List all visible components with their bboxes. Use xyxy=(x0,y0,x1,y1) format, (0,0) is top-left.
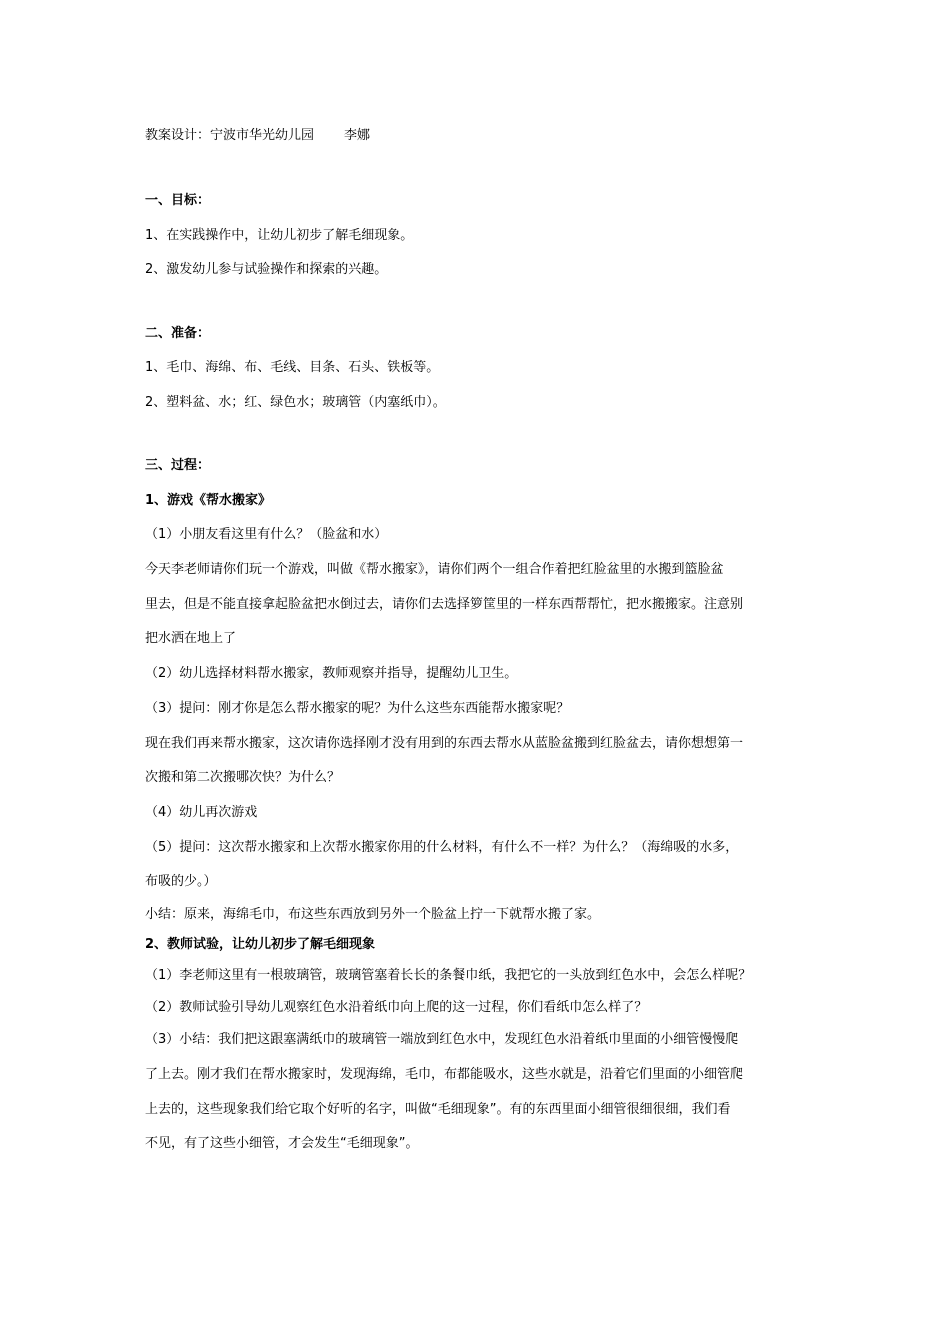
goal-item: 2、激发幼儿参与试验操作和探索的兴趣。 xyxy=(145,262,388,277)
part1-line: 现在我们再来帮水搬家，这次请你选择刚才没有用到的东西去帮水从蓝脸盆搬到红脸盆去，请你想想第一 xyxy=(145,736,744,751)
part1-title: 1、游戏《帮水搬家》 xyxy=(145,493,272,508)
part1-line: （5）提问：这次帮水搬家和上次帮水搬家你用的什么材料，有什么不一样？为什么？（海绵吸的水多， xyxy=(145,840,739,855)
preparation-heading: 二、准备： xyxy=(145,326,211,341)
part2-line: （2）教师试验引导幼儿观察红色水沿着纸巾向上爬的这一过程，你们看纸巾怎么样了？ xyxy=(145,1000,648,1015)
part1-line: 次搬和第二次搬哪次快？为什么？ xyxy=(145,770,341,785)
part1-line: 今天李老师请你们玩一个游戏，叫做《帮水搬家》，请你们两个一组合作着把红脸盆里的水搬到篮脸盆 xyxy=(145,562,724,577)
part2-line: （3）小结：我们把这跟塞满纸巾的玻璃管一端放到红色水中，发现红色水沿着纸巾里面的小细管慢慢爬 xyxy=(145,1032,739,1047)
part1-line: 里去，但是不能直接拿起脸盆把水倒过去，请你们去选择箩筐里的一样东西帮帮忙，把水搬搬家。注意别 xyxy=(145,597,744,612)
preparation-item: 2、塑料盆、水；红、绿色水；玻璃管（内塞纸巾）。 xyxy=(145,395,446,410)
part2-line: 了上去。刚才我们在帮水搬家时，发现海绵，毛巾，布都能吸水，这些水就是，沿着它们里面的小细管爬 xyxy=(145,1067,744,1082)
part1-line: （1）小朋友看这里有什么？（脸盆和水） xyxy=(145,527,388,542)
process-heading: 三、过程： xyxy=(145,458,211,473)
part1-line: （2）幼儿选择材料帮水搬家，教师观察并指导，提醒幼儿卫生。 xyxy=(145,666,518,681)
part1-summary: 小结：原来，海绵毛巾，布这些东西放到另外一个脸盆上拧一下就帮水搬了家。 xyxy=(145,907,601,922)
goal-item: 1、在实践操作中，让幼儿初步了解毛细现象。 xyxy=(145,228,414,243)
part2-line: 上去的，这些现象我们给它取个好听的名字，叫做“毛细现象”。有的东西里面小细管很细很细，我们看 xyxy=(145,1102,731,1117)
goals-heading: 一、目标： xyxy=(145,193,211,208)
part1-line: （3）提问：刚才你是怎么帮水搬家的呢？为什么这些东西能帮水搬家呢？ xyxy=(145,701,570,716)
part1-line: 把水洒在地上了 xyxy=(145,631,237,646)
part2-line: 不见，有了这些小细管，才会发生“毛细现象”。 xyxy=(145,1136,419,1151)
preparation-item: 1、毛巾、海绵、布、毛线、目条、石头、铁板等。 xyxy=(145,360,440,375)
part2-title: 2、教师试验，让幼儿初步了解毛细现象 xyxy=(145,937,376,952)
author-line xyxy=(145,128,370,144)
part1-line: 布吸的少。） xyxy=(145,874,217,889)
designer-label: 教案设计：宁波市华光幼儿园 xyxy=(145,128,315,143)
teacher-name: 李娜 xyxy=(344,128,371,143)
part1-line: （4）幼儿再次游戏 xyxy=(145,805,258,820)
part2-line: （1）李老师这里有一根玻璃管，玻璃管塞着长长的条餐巾纸，我把它的一头放到红色水中，会怎么样呢？ xyxy=(145,968,752,983)
